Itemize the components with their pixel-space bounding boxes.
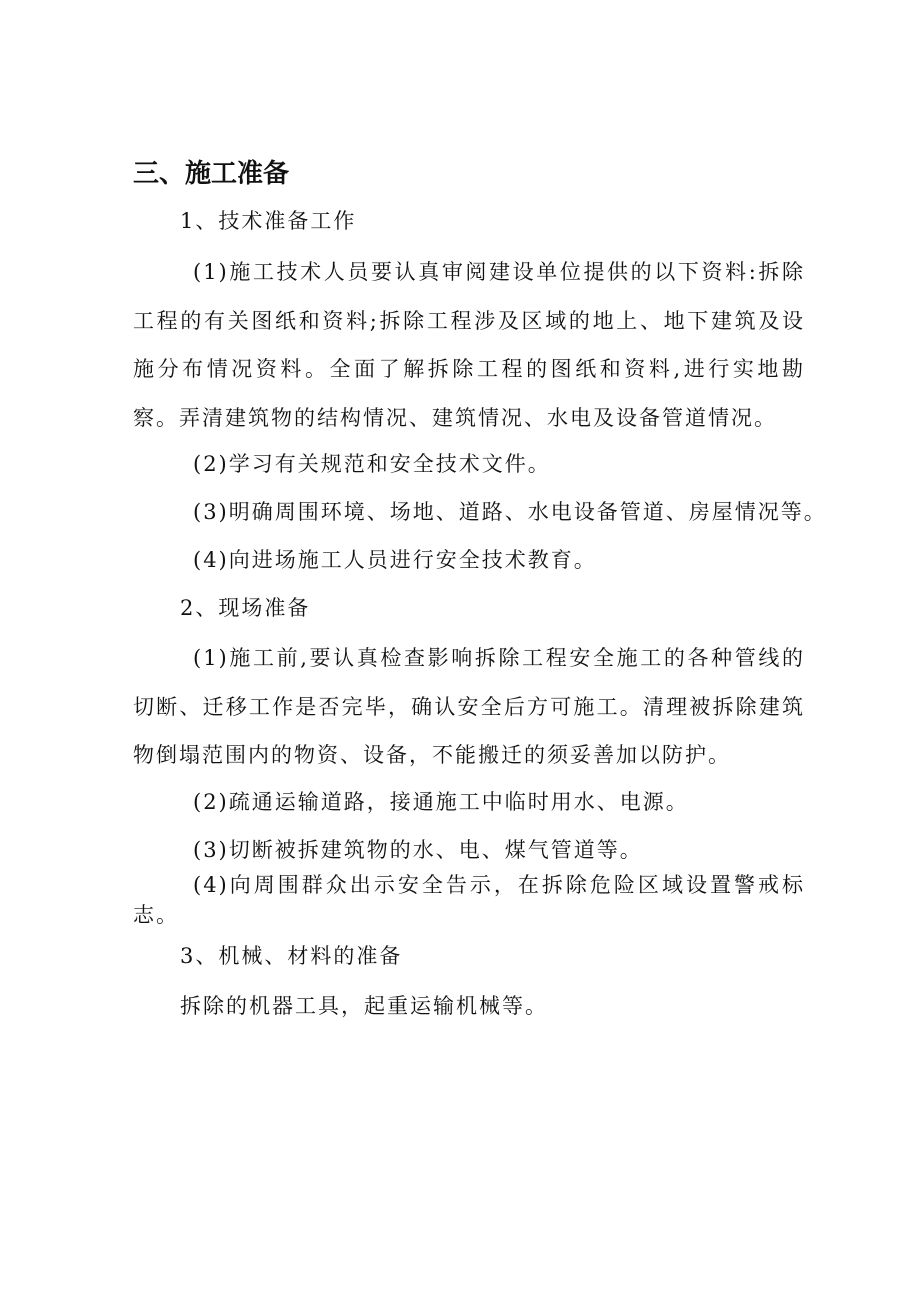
technical-item-3: (3)明确周围环境、场地、道路、水电设备管道、房屋情况等。	[193, 500, 827, 524]
site-item-4: (4)向周围群众出示安全告示，在拆除危险区域设置警戒标志。	[133, 873, 805, 927]
site-item-3: (3)切断被拆建筑物的水、电、煤气管道等。	[193, 838, 643, 862]
site-preparation-heading: 2、现场准备	[180, 596, 311, 620]
site-item-2: (2)疏通运输道路，接通施工中临时用水、电源。	[193, 790, 689, 814]
section-title: 三、施工准备	[133, 159, 290, 189]
machinery-text: 拆除的机器工具，起重运输机械等。	[180, 994, 548, 1018]
technical-preparation-heading: 1、技术准备工作	[180, 209, 357, 233]
machinery-preparation-heading: 3、机械、材料的准备	[180, 944, 403, 968]
technical-item-1: (1)施工技术人员要认真审阅建设单位提供的以下资料:拆除工程的有关图纸和资料;拆除工程涉及区域的地上、地下建筑及设施分布情况资料。全面了解拆除工程的图纸和资料,进行实地勘察。弄清建筑物的结构情况、建筑情况、水电及设备管道情况。	[133, 260, 805, 430]
technical-item-4: (4)向进场施工人员进行安全技术教育。	[193, 548, 597, 572]
site-item-1: (1)施工前,要认真检查影响拆除工程安全施工的各种管线的切断、迁移工作是否完毕，确认安全后方可施工。清理被拆除建筑物倒塌范围内的物资、设备，不能搬迁的须妥善加以防护。	[133, 646, 805, 767]
technical-item-2: (2)学习有关规范和安全技术文件。	[193, 452, 551, 476]
